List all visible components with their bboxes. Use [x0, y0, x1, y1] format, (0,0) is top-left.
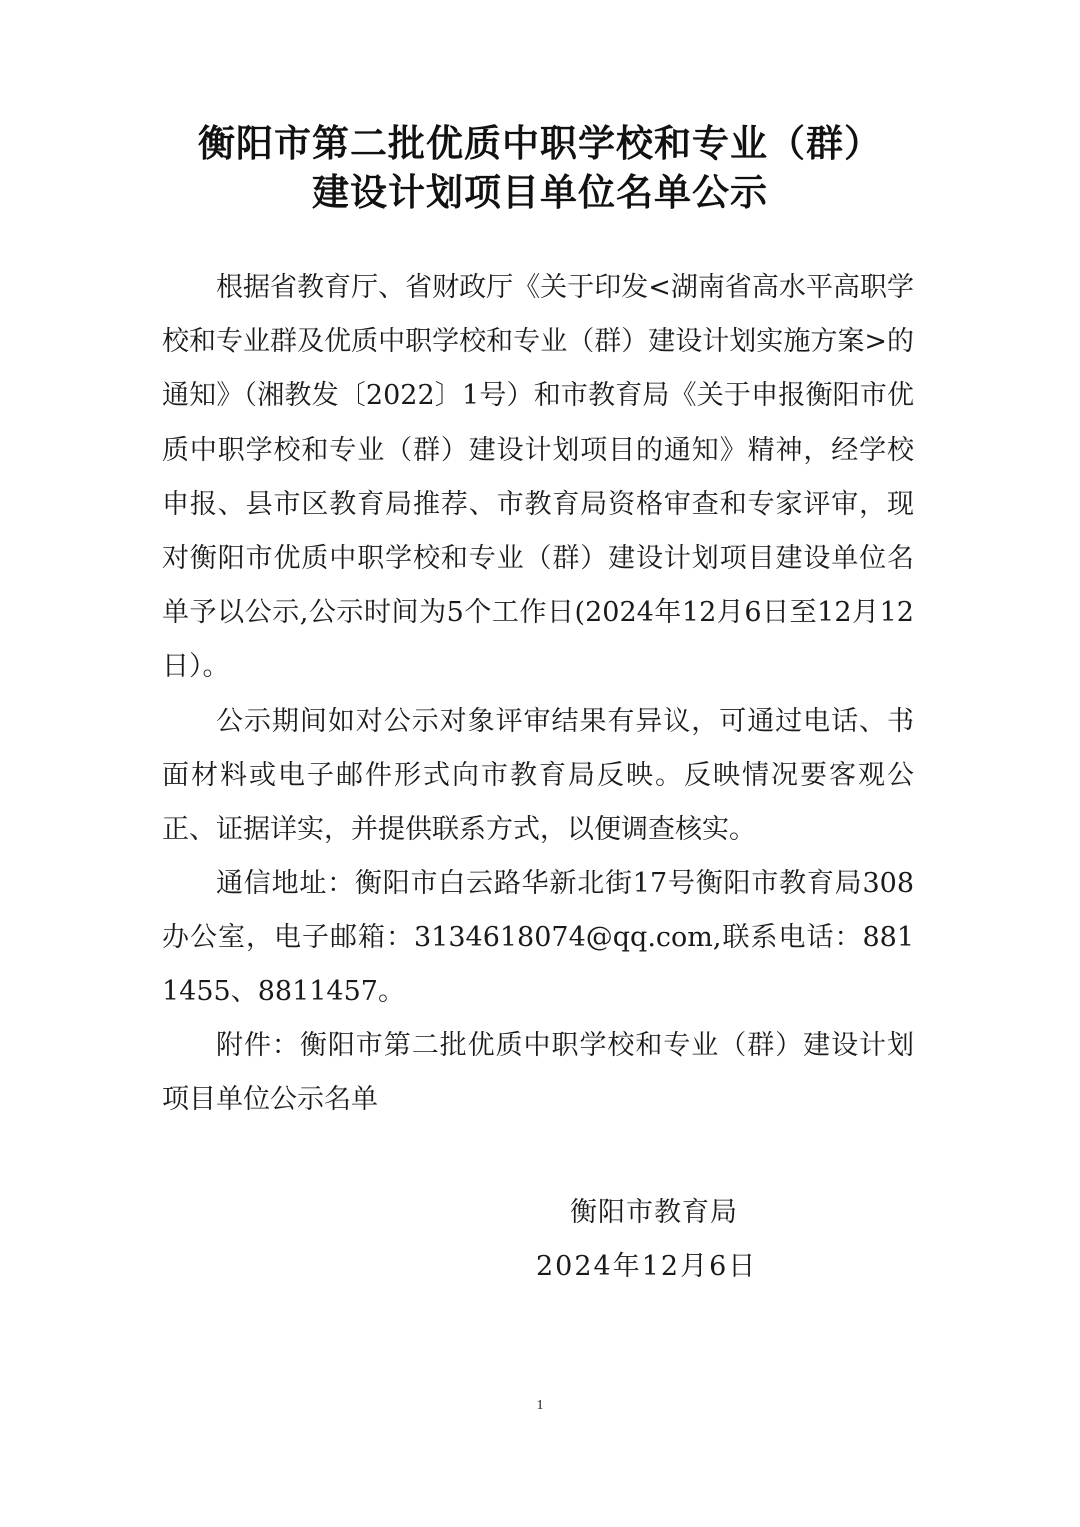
page-number: 1 — [536, 1398, 544, 1413]
signature-organization: 衡阳市教育局 — [570, 1197, 738, 1228]
signature-date: 2024年12月6日 — [536, 1251, 758, 1282]
paragraph-attachment — [162, 1019, 914, 1127]
paragraph-contact — [162, 857, 914, 1020]
paragraph-text: 附件：衡阳市第二批优质中职学校和专业（群）建设计划项目单位公示名单 — [162, 1030, 914, 1116]
document-title-line-1: 衡阳市第二批优质中职学校和专业（群） — [198, 121, 882, 165]
paragraph-text: 公示期间如对公示对象评审结果有异议，可通过电话、书面材料或电子邮件形式向市教育局反映。反映情况要客观公正、证据详实，并提供联系方式，以便调查核实。 — [162, 706, 914, 846]
document-title-line-2: 建设计划项目单位名单公示 — [312, 170, 768, 214]
paragraph-text: 根据省教育厅、省财政厅《关于印发<湖南省高水平高职学校和专业群及优质中职学校和专业（群）建设计划实施方案>的通知》（湘教发〔2022〕1号）和市教育局《关于申报衡阳市优质中职学校和专业（群）建设计划项目的通知》精神，经学校申报、县市区教育局推荐、市教育局资格审查和专家评审，现对衡阳市优质中职学校和专业（群）建设计划项目建设单位名单予以公示,公示时间为5个工作日(2024年12月6日至12月12日）。 — [162, 272, 914, 683]
paragraph-basis — [162, 261, 914, 695]
paragraph-objection — [162, 695, 914, 858]
paragraph-text: 通信地址：衡阳市白云路华新北街17号衡阳市教育局308办公室，电子邮箱：3134618074@qq.com,联系电话：8811455、8811457。 — [162, 868, 914, 1008]
